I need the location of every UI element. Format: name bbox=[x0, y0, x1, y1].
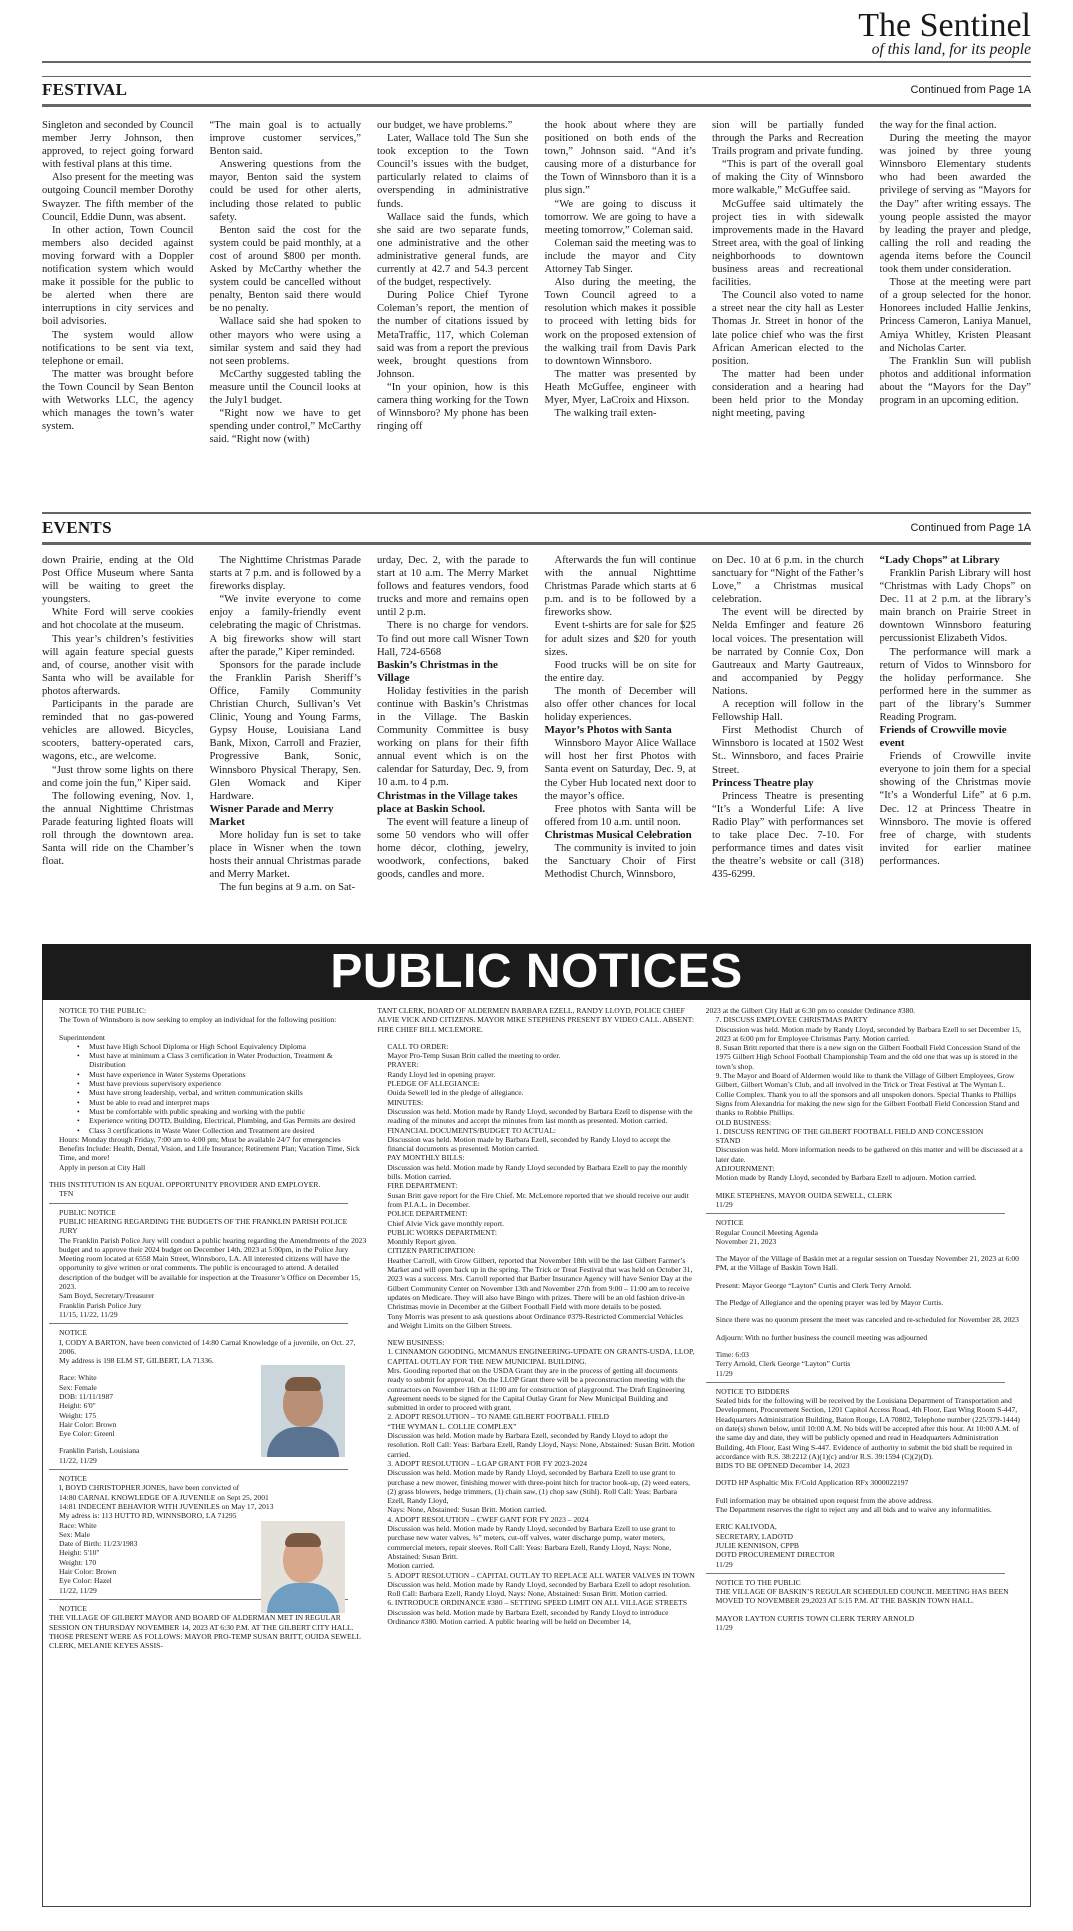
spacer bbox=[706, 1488, 1024, 1496]
article-paragraph: Also present for the meeting was outgoing Council member Dorothy Swayzer. The fifth member of the Council, Eddie Dunn, was absent. bbox=[42, 172, 194, 223]
notice-text: Time: 6:03 bbox=[715, 1349, 749, 1359]
notice-text: FINANCIAL DOCUMENTS/BUDGET TO ACTUAL: bbox=[387, 1125, 557, 1135]
notice-text: Apply in person at City Hall bbox=[59, 1162, 146, 1172]
notice-text: PAY MONTHLY BILLS: bbox=[387, 1153, 465, 1163]
festival-header bbox=[42, 80, 1031, 102]
article-paragraph: “This is part of the overall goal of making the City of Winnsboro more walkable,” McGuffee said. bbox=[712, 159, 864, 197]
notice-divider bbox=[706, 1382, 1005, 1383]
spacer bbox=[706, 1325, 1024, 1333]
festival-head-rule bbox=[42, 104, 1031, 107]
spacer bbox=[706, 1514, 1024, 1522]
article-paragraph: The Nighttime Christmas Parade starts at 7 p.m. and is followed by a fireworks display. bbox=[209, 555, 361, 593]
notice-text: ADJOURNMENT: bbox=[715, 1164, 775, 1174]
article-paragraph: “Just throw some lights on there and come join the fun,” Kiper said. bbox=[42, 764, 194, 789]
notice-text: Hair Color: Brown bbox=[59, 1419, 117, 1429]
article-paragraph: During Police Chief Tyrone Coleman’s report, the mention of the number of citations issued by MetaTraffic, 117, which Coleman said was from a report the previous week, brought questions from Johnson. bbox=[377, 290, 529, 380]
article-paragraph: The community is invited to join the Sanctuary Choir of First Methodist Church, Winnsboro, bbox=[544, 842, 696, 881]
article-paragraph: Friends of Crowville invite everyone to join them for a special showing of the Christmas movie “It’s a Wonderful Life” at 6 p.m. Dec. 12 at Princess Theatre in Winnsboro. The movie is offered free of charge, with students invited for earlier matinee performances. bbox=[879, 751, 1031, 867]
requirement-item: • Must be comfortable with public speaking and working with the public bbox=[49, 1107, 367, 1116]
festival-column bbox=[880, 119, 1032, 446]
requirement-item: • Must have strong leadership, verbal, and written communication skills bbox=[49, 1088, 367, 1097]
masthead-rule bbox=[42, 61, 1031, 63]
article-paragraph: The matter had been under consideration and a hearing had been held prior to the Monday night meeting, paving bbox=[712, 368, 864, 420]
notice-text: 11/29 bbox=[715, 1623, 733, 1633]
notice-text: THIS INSTITUTION IS AN EQUAL OPPORTUNITY PROVIDER AND EMPLOYER. bbox=[49, 1180, 321, 1190]
events-column bbox=[712, 554, 864, 894]
article-paragraph: Benton said the cost for the system could be paid monthly, at a cost of around $800 per month. Asked by McCarthy whether the system could be cancelled without penalty, Benton said there would be no penalty. bbox=[209, 224, 361, 315]
notice-text: PRAYER: bbox=[387, 1060, 419, 1070]
notice-text: NEW BUSINESS: bbox=[387, 1338, 445, 1348]
notice-text: DOTD HP Asphaltic Mix F/Cold Application RFx 3000022197 bbox=[715, 1478, 909, 1488]
events-column bbox=[377, 554, 529, 894]
notice-text: BIDS TO BE OPENED December 14, 2023 bbox=[715, 1461, 850, 1471]
notice-text: Hours: Monday through Friday, 7:00 am to 4:00 pm; Must be available 24/7 for emergencies bbox=[59, 1134, 341, 1144]
article-paragraph: During the meeting the mayor was joined by three young Winnsboro Elementary students who had been awarded the privilege of serving as “Mayors for the Day” after writing essays. The young people assisted the mayor by leading the prayer and pledge, calling the roll and reading the agenda items before the Council took them under consideration. bbox=[879, 133, 1031, 276]
article-paragraph: urday, Dec. 2, with the parade to start at 10 a.m. The Merry Market follows and features vendors, food trucks and more and remains open until 2 p.m. bbox=[377, 555, 529, 619]
spacer bbox=[706, 1606, 1024, 1614]
festival-column bbox=[210, 119, 362, 446]
notice-text: Monthly Report given. bbox=[387, 1237, 457, 1247]
article-paragraph: The walking trail exten- bbox=[554, 408, 657, 420]
notice-text: THE VILLAGE OF BASKIN’S REGULAR SCHEDULED COUNCIL MEETING HAS BEEN MOVED TO NOVEMBER 29,2023 AT 5:15 P.M. AT THE BASKIN TOWN HALL. bbox=[715, 1587, 1009, 1606]
continued-label: Continued from Page 1A bbox=[910, 84, 1031, 96]
notice-text: Discussion was held. More information needs to be gathered on this matter and will be discussed at a later date. bbox=[715, 1145, 1023, 1164]
requirement-item: • Must have at minimum a Class 3 certification in Water Production, Treatment & Distribution bbox=[49, 1051, 367, 1070]
article-paragraph: The fun begins at 9 a.m. on Sat- bbox=[219, 882, 356, 894]
article-paragraph: Event t-shirts are for sale for $25 for adult sizes and $20 for youth sizes. bbox=[544, 620, 696, 658]
spacer bbox=[49, 1025, 367, 1033]
spacer bbox=[706, 1290, 1024, 1298]
events-column bbox=[210, 554, 362, 894]
article-paragraph: The Council also voted to name a street near the city hall as Lester Thomas Jr. Street in honor of the late police chief who was the first African American elected to the position. bbox=[712, 290, 864, 367]
spacer bbox=[706, 1246, 1024, 1254]
notice-text: NOTICE TO BIDDERS bbox=[715, 1386, 790, 1396]
article-paragraph: down Prairie, ending at the Old Post Office Museum where Santa will be waiting to greet the youngsters. bbox=[42, 555, 194, 606]
events-column bbox=[42, 554, 194, 894]
notice-text: DOB: 11/11/1987 bbox=[59, 1391, 114, 1401]
notice-text: 11/29 bbox=[715, 1559, 733, 1569]
notice-text: 1. CINNAMON GOODING, MCMANUS ENGINEERING-UPDATE ON GRANTS-USDA, LLOP, CAPITAL OUTLAY FOR THE NEW MUNICIPAL BUILDING. bbox=[387, 1347, 695, 1366]
notice-divider bbox=[49, 1469, 348, 1470]
events-top-rule bbox=[42, 512, 1031, 514]
article-paragraph: the hook about where they are positioned on both ends of the town,” Johnson said. “And it’s causing more of a disturbance for the Town of Winnsboro than it is a plus sign.” bbox=[544, 120, 696, 197]
notice-text: Roll Call: Barbara Ezell, Randy Lloyd, Nays: None, Abstained: Susan Britt. Motion carried. bbox=[387, 1589, 668, 1599]
notice-text: Tony Morris was present to ask questions about Ordinance #379-Restricted Commercial Vehicles and Weight Limits on the Gilbert Streets. bbox=[387, 1311, 683, 1330]
article-paragraph: Coleman said the meeting was to include the mayor and City Attorney Tab Singer. bbox=[544, 237, 696, 276]
article-paragraph: Winnsboro Mayor Alice Wallace will host her first Photos with Santa event on Saturday, Dec. 9, at the Cyber Hub located next door to the mayor’s office. bbox=[544, 738, 696, 802]
notice-text: Eye Color: Hazel bbox=[59, 1576, 112, 1586]
notice-text: 11/29 bbox=[715, 1368, 733, 1378]
requirement-item: • Must be able to read and interpret maps bbox=[49, 1098, 367, 1107]
article-paragraph: More holiday fun is set to take place in Wisner when the town hosts their annual Christmas parade and Merry Market. bbox=[209, 829, 361, 881]
notice-text: The Town of Winnsboro is now seeking to employ an individual for the following position: bbox=[59, 1015, 337, 1025]
event-subhead: Mayor’s Photos with Santa bbox=[544, 724, 672, 737]
notice-text: MAYOR LAYTON CURTIS TOWN CLERK TERRY ARNOLD bbox=[715, 1613, 915, 1623]
article-paragraph: The matter was brought before the Town Council by Sean Benton with Wetworks LLC, the agency which manages the town’s water system. bbox=[42, 368, 194, 433]
notice-text: Race: White bbox=[59, 1520, 97, 1530]
notice-text: 6. INTRODUCE ORDINANCE #380 – SETTING SPEED LIMIT ON ALL VILLAGE STREETS bbox=[387, 1598, 688, 1608]
notice-text: Hair Color: Brown bbox=[59, 1567, 117, 1577]
notice-text: Discussion was held. Motion made by Randy Lloyd seconded by Barbara Ezell to pay the monthly bills. Motion carried. bbox=[387, 1162, 688, 1182]
notice-divider bbox=[49, 1203, 348, 1204]
notice-text: 11/22, 11/29 bbox=[59, 1585, 97, 1595]
event-subhead: Baskin’s Christmas in the Village bbox=[377, 658, 498, 684]
notice-text: Randy Lloyd led in opening prayer. bbox=[387, 1069, 496, 1079]
article-paragraph: The performance will mark a return of Vidos to Winnsboro for the holiday performance. She performed here in the summer as part of the library’s Summer Reading Program. bbox=[879, 646, 1031, 724]
notice-text: Height: 5'10" bbox=[59, 1548, 100, 1558]
notice-text: NOTICE TO THE PUBLIC: bbox=[59, 1006, 147, 1015]
notices-column-2 bbox=[377, 1006, 695, 1906]
spacer bbox=[706, 1470, 1024, 1478]
notice-text: Discussion was held. Motion made by Barbara Ezell, seconded by Randy Lloyd to introduce bbox=[387, 1607, 669, 1617]
spacer bbox=[49, 1172, 367, 1180]
notice-text: PUBLIC NOTICE bbox=[59, 1207, 116, 1217]
article-paragraph: “Right now we have to get spending under control,” McCarthy said. “Right now (with) bbox=[209, 408, 361, 446]
article-paragraph: Princess Theatre is presenting “It’s a Wonderful Life: A live Radio Play” with performances set to take place Dec. 7-10. For performance times and dates visit the theatre’s website or call (318) 435-6299. bbox=[712, 790, 864, 881]
public-notices-box bbox=[42, 1000, 1031, 1907]
newspaper-tagline: of this land, for its people bbox=[871, 41, 1031, 58]
article-paragraph: A reception will follow in the Fellowship Hall. bbox=[712, 699, 864, 724]
requirement-item: • Experience writing DOTD, Building, Electrical, Plumbing, and Gas Permits are desired bbox=[49, 1116, 367, 1125]
festival-column bbox=[377, 119, 529, 446]
notice-text: NOTICE TO THE PUBLIC bbox=[715, 1577, 801, 1587]
article-paragraph: “We invite everyone to come enjoy a family-friendly event celebrating the magic of Christmas. A big fireworks show will start after the parade,” Kiper reminded. bbox=[209, 594, 361, 658]
spacer bbox=[377, 1034, 695, 1042]
notice-text: CITIZEN PARTICIPATION: bbox=[387, 1246, 476, 1256]
notice-text: ERIC KALIVODA, bbox=[715, 1522, 777, 1532]
festival-column bbox=[712, 119, 864, 446]
notice-text: Terry Arnold, Clerk George “Layton” Curtis bbox=[715, 1359, 851, 1369]
events-article bbox=[42, 554, 1031, 894]
article-paragraph: “The main goal is to actually improve customer services,” Benton said. bbox=[209, 120, 361, 158]
article-paragraph: McGuffee said ultimately the project ties in with sidewalk improvements made in the Havard Street area, with the goal of linking neighborhoods to downtown business areas and recreational facilities. bbox=[712, 198, 864, 289]
article-paragraph: McCarthy suggested tabling the measure until the Council looks at the July1 budget. bbox=[209, 368, 361, 406]
continued-label: Continued from Page 1A bbox=[910, 522, 1031, 534]
notice-divider bbox=[706, 1213, 1005, 1214]
notice-text: Discussion was held. Motion made by Barbara Ezell, seconded by Randy Lloyd to adopt the resolution. Roll Call: Yeas: Barbara Ezell, Randy Lloyd, Nays: None, Abstained: Susan Britt. Motion carried. bbox=[387, 1431, 695, 1459]
notice-text: 2. ADOPT RESOLUTION – TO NAME GILBERT FOOTBALL FIELD bbox=[387, 1412, 609, 1422]
article-paragraph: Afterwards the fun will continue with the annual Nighttime Christmas Parade which starts at 6 p.m. and is to be followed by a fireworks show. bbox=[544, 555, 696, 619]
notice-text: TFN bbox=[59, 1189, 74, 1199]
notice-text: The Franklin Parish Police Jury will conduct a public hearing regarding the Amendments of the 2023 budget and to approve their 2024 budget on December 14th, 2023 at 5:00pm, in the Police Jury Meeting room located at 6558 Main Street, Winnsboro, LA. All interested citizens will have the opportunity to give written or oral comments. The public is encouraged to attend. A detailed description of the budget will be available for inspection at the Treasurer’s Office on December 15, 2023. bbox=[59, 1235, 367, 1292]
notice-text: Sam Boyd, Secretary/Treasurer bbox=[59, 1291, 155, 1301]
spacer bbox=[706, 1307, 1024, 1315]
notice-text: POLICE DEPARTMENT: bbox=[387, 1209, 468, 1219]
notices-column-1 bbox=[49, 1006, 367, 1906]
notice-text: JULIE KENNISON, CPPB bbox=[715, 1540, 799, 1550]
notice-text: Discussion was held. Motion made by Randy Lloyd, seconded by Barbara Ezell to adopt resolution. bbox=[387, 1579, 691, 1589]
notice-text: Franklin Parish, Louisiana bbox=[59, 1446, 140, 1456]
article-paragraph: Free photos with Santa will be offered from 10 a.m. until noon. bbox=[544, 803, 696, 828]
notice-text: Discussion was held. Motion made by Randy Lloyd, seconded by Barbara Ezell to set December 15, 2023 at 6:00 pm for Employee Christmas Party. Motion carried. bbox=[715, 1024, 1022, 1043]
article-paragraph: The system would allow notifications to be sent via text, telephone or email. bbox=[42, 329, 194, 367]
notice-text: 2023 at the Gilbert City Hall at 6:30 pm to consider Ordinance #380. bbox=[705, 1006, 916, 1015]
spacer bbox=[706, 1273, 1024, 1281]
festival-column bbox=[545, 119, 697, 446]
notice-text: Ouida Sewell led in the pledge of allegiance. bbox=[387, 1088, 524, 1098]
notice-text: Full information may be obtained upon request from the above address. bbox=[715, 1495, 934, 1505]
events-column bbox=[880, 554, 1032, 894]
event-subhead: Friends of Crowville movie event bbox=[879, 724, 1007, 750]
festival-article bbox=[42, 119, 1031, 446]
mugshot-photo bbox=[261, 1521, 345, 1613]
article-paragraph: Singleton and seconded by Council member Jerry Johnson, then approved, to reject going forward with festival plans at this time. bbox=[42, 120, 194, 171]
notice-text: DOTD PROCUREMENT DIRECTOR bbox=[715, 1550, 835, 1560]
notice-text: 11/29 bbox=[715, 1199, 733, 1209]
requirement-item: • Must have experience in Water Systems Operations bbox=[49, 1070, 367, 1079]
event-subhead: Christmas Musical Celebration bbox=[544, 828, 692, 841]
festival-column bbox=[42, 119, 194, 446]
notice-text: Discussion was held. Motion made by Randy Lloyd, seconded by Barbara Ezell to dispense with the reading of the minutes and accept the minutes from last month as presented. Motion carried. bbox=[387, 1106, 693, 1126]
notice-text: Sex: Male bbox=[59, 1529, 91, 1539]
notice-text: SECRETARY, LADOTD bbox=[715, 1531, 793, 1541]
article-paragraph: “We are going to discuss it tomorrow. We are going to have a meeting tomorrow,” Coleman said. bbox=[544, 198, 696, 236]
notice-text: CALL TO ORDER: bbox=[387, 1041, 449, 1051]
section-title: FESTIVAL bbox=[42, 80, 128, 99]
section-title: EVENTS bbox=[42, 518, 112, 537]
article-paragraph: our budget, we have problems.” bbox=[377, 120, 513, 131]
notice-text: Since there was no quorum present the meet was canceled and re-scheduled for November 28, 2023 bbox=[715, 1315, 1019, 1325]
notice-text: PUBLIC WORKS DEPARTMENT: bbox=[387, 1227, 498, 1237]
notice-text: Weight: 170 bbox=[59, 1557, 97, 1567]
article-paragraph: the way for the final action. bbox=[879, 120, 997, 131]
notice-text: Motion carried. bbox=[387, 1561, 435, 1571]
article-paragraph: Answering questions from the mayor, Benton said the system could be used for other alerts, including those related to public safety. bbox=[209, 159, 361, 223]
notice-divider bbox=[706, 1573, 1005, 1574]
article-paragraph: The event will be directed by Nelda Emfinger and feature 26 local voices. The presentation will be narrated by Connie Cox, Don Gautreaux and Marty Gautreaux, and accompanied by Peggy Nations. bbox=[712, 607, 864, 697]
notice-text: Nays: None, Abstained: Susan Britt. Motion carried. bbox=[387, 1505, 547, 1515]
notice-text: 3. ADOPT RESOLUTION – LGAP GRANT FOR FY 2023-2024 bbox=[387, 1458, 588, 1468]
notice-text: Heather Carroll, with Grow Gilbert, reported that November 18th will be the last Gilbert Farmer’s Market and will open back up in the spring. The Trick or Treat Festival that was held on October 31, 2023 was a success. Mrs. Carroll reported that Barber Insurance Agency will have Senior Day at the Gilbert Community Center on November 13th and November 27th from 9:00 – 11:00 am to receive updates on Medicare. They will also have Bingo with prizes. There will be an old fashion drive-in Christmas movie in December at the Gilbert Football Field with more details to be posted. bbox=[387, 1255, 693, 1312]
article-paragraph: Later, Wallace told The Sun she took exception to the Town Council’s issues with the budget, particularly related to claims of overspending in administrative funds. bbox=[377, 133, 529, 210]
spacer bbox=[706, 1342, 1024, 1350]
notice-text: NOTICE bbox=[59, 1603, 87, 1613]
notices-column-3 bbox=[706, 1006, 1024, 1906]
notice-text: The Department reserves the right to reject any and all bids and to waive any informalities. bbox=[715, 1505, 992, 1515]
article-paragraph: Those at the meeting were part of a group selected for the honor. Honorees included Hallie Jenkins, Princess Cameron, Laniya Manuel, Amiya Whitley, Kristen Pleasant and Nicholas Carter. bbox=[879, 277, 1031, 354]
notice-text: 14:81 INDECENT BEHAVIOR WITH JUVENILES on May 17, 2013 bbox=[59, 1501, 274, 1511]
notice-text: Mayor Pro-Temp Susan Britt called the meeting to order. bbox=[387, 1051, 561, 1061]
article-paragraph: The month of December will also offer other chances for local holiday experiences. bbox=[544, 685, 696, 724]
notice-text: Discussion was held. Motion made by Randy Lloyd, seconded by Barbara Ezell to use grant to purchase new water valves, ¾” meters, cut-off valves, water discharge pump, water meters, commercial meters, repair sleeves. Roll Call: Yeas: Barbara Ezell, Randy Lloyd, Nays: None, Abstained: Susan Britt. bbox=[387, 1524, 676, 1561]
article-paragraph: Wallace said she had spoken to other mayors who were using a similar system and said they had not seen problems. bbox=[209, 316, 361, 367]
notice-text: 1. DISCUSS RENTING OF THE GILBERT FOOTBALL FIELD AND CONCESSION bbox=[715, 1126, 984, 1136]
notice-text: 14:80 CARNAL KNOWLEDGE OF A JUVENILE on Sept 25, 2001 bbox=[59, 1492, 269, 1502]
events-column bbox=[545, 554, 697, 894]
article-paragraph: Holiday festivities in the parish continue with Baskin’s Christmas in the Village. The Baskin Community Committee is busy working on plans for their fifth annual event which is on the calendar for Saturday, Dec. 9, from 10 a.m. to 4 p.m. bbox=[377, 685, 529, 789]
article-paragraph: First Methodist Church of Winnsboro is located at 1502 West St.. Winnsboro, and faces Prairie Street. bbox=[712, 725, 864, 776]
newspaper-name: The Sentinel bbox=[858, 7, 1031, 44]
notice-text: NOTICE bbox=[59, 1328, 87, 1338]
notice-text: 9. The Mayor and Board of Aldermen would like to thank the Village of Gilbert Employees, Grow Gilbert, Gilbert Woman’s Club, and all involved in the Trick or Treat Festival at The Wyman L. Collie Complex. Thank you to all the sponsors and all unspoken donors. Special Thanks to Phillips Signs from Alexandria for making the new sign for the Gilbert Football Field Concession Stand and thanks to Robbie Phillips. bbox=[715, 1071, 1020, 1118]
article-paragraph: The matter was presented by Heath McGuffee, engineer with Myer, Myer, LaCroix and Hixson. bbox=[544, 368, 696, 406]
article-paragraph: Franklin Parish Library will host “Christmas with Lady Chops” on Dec. 11 at 2 p.m. at the library’s main branch on Prairie Street in downtown Winnsboro featuring percussionist Elizabeth Vidos. bbox=[879, 568, 1031, 645]
festival-top-rule bbox=[42, 76, 1031, 77]
notice-text: Motion made by Randy Lloyd, seconded by Barbara Ezell to adjourn. Motion carried. bbox=[715, 1173, 977, 1183]
requirement-item: • Must have High School Diploma or High School Equivalency Diploma bbox=[49, 1042, 367, 1051]
notice-text: THE VILLAGE OF GILBERT MAYOR AND BOARD OF ALDERMAN MET IN REGULAR SESSION ON THURSDAY NOVEMBER 14, 2023 AT 6:30 P.M. AT THE GILBERT CITY HALL. THOSE PRESENT WERE AS FOLLOWS: MAYOR PRO-TEMP SUSAN BRITT, OUIDA SEWELL CLERK, MELANIE KEYES ASSIS- bbox=[49, 1613, 361, 1651]
notice-text: MIKE STEPHENS, MAYOR OUIDA SEWELL, CLERK bbox=[715, 1190, 893, 1200]
notice-text: I, BOYD CHRISTOPHER JONES, have been convicted of bbox=[59, 1483, 240, 1493]
notice-text: Weight: 175 bbox=[59, 1410, 97, 1420]
notice-text: Benefits Include: Health, Dental, Vision, and Life Insurance; Retirement Plan; Vacation Time, Sick Time, and more! bbox=[59, 1144, 360, 1163]
notice-text: PUBLIC HEARING REGARDING THE BUDGETS OF THE FRANKLIN PARISH POLICE JURY bbox=[59, 1216, 348, 1236]
notice-text: The Pledge of Allegiance and the opening prayer was led by Mayor Curtis. bbox=[715, 1298, 944, 1308]
notice-text: Present: Mayor George “Layton” Curtis and Clerk Terry Arnold. bbox=[715, 1280, 912, 1290]
notice-text: I, CODY A BARTON, have been convicted of 14:80 Carnal Knowledge of a juvenile, on Oct. 27, 2006. bbox=[59, 1337, 356, 1356]
article-paragraph: The following evening, Nov. 1, the annual Nighttime Christmas Parade featuring lighted floats will roll through the downtown area. Santa will ride on the Chamber’s float. bbox=[42, 790, 194, 868]
notice-text: My address is 198 ELM ST, GILBERT, LA 71336. bbox=[59, 1356, 214, 1366]
public-notices-banner: PUBLIC NOTICES bbox=[42, 944, 1031, 1000]
notice-text: My adress is: 113 HUTTO RD, WINNSBORO, LA 71295 bbox=[59, 1511, 237, 1521]
spacer bbox=[706, 1183, 1024, 1191]
notice-text: OLD BUSINESS: bbox=[715, 1117, 772, 1127]
notice-text: MINUTES: bbox=[387, 1097, 424, 1107]
mugshot-photo bbox=[261, 1365, 345, 1457]
notice-text: TANT CLERK, BOARD OF ALDERMEN BARBARA EZELL, RANDY LLOYD, POLICE CHIEF ALVIE VICK AND CITIZENS. MAYOR MIKE STEPHENS PRESENT BY VIDEO CALL. ABSENT: FIRE CHIEF BILL MCLEMORE. bbox=[377, 1006, 695, 1034]
article-paragraph: White Ford will serve cookies and hot chocolate at the museum. bbox=[42, 607, 194, 632]
notice-text: Date of Birth: 11/23/1983 bbox=[59, 1539, 138, 1549]
requirement-item: • Must have previous supervisory experience bbox=[49, 1079, 367, 1088]
notice-text: NOTICE bbox=[715, 1218, 744, 1228]
article-paragraph: The event will feature a lineup of some 50 vendors who will offer home décor, clothing, jewelry, woodwork, confections, baked goods, candles and more. bbox=[377, 816, 529, 880]
spacer bbox=[377, 1330, 695, 1338]
notice-text: Height: 6'0" bbox=[59, 1401, 96, 1411]
article-paragraph: “In your opinion, how is this camera thing working for the Town of Winnsboro? My phone has been ringing off bbox=[377, 381, 529, 433]
notice-divider bbox=[49, 1323, 348, 1324]
notice-text: 11/22, 11/29 bbox=[59, 1455, 97, 1465]
notice-text: 5. ADOPT RESOLUTION – CAPITAL OUTLAY TO REPLACE ALL WATER VALVES IN TOWN bbox=[387, 1570, 695, 1580]
events-head-rule bbox=[42, 542, 1031, 545]
notice-text: Eye Color: Greenl bbox=[59, 1429, 115, 1439]
notice-text: Sealed bids for the following will be received by the Louisiana Department of Transportation and Development, Procurement Section, 1201 Capitol Access Road, 4th Floor, East Wing Room S-447, Headquarters Administration Building, Baton Rouge, LA 70802, Telephone number (225/379-1444) on date(s) shown below, until 10:00 A.M. No bids will be accepted after this hour. At 10:00 A.M. of the same day and date, they will be publicly opened and read in Headquarters Administration Building, 4th Floor, East Wing S-447. Evidence of authority to submit the bid shall be required in accordance with R.S. 38:2212 (A)(1)(c) and/or R.S. 39:1594 (C)(2)(D). bbox=[715, 1396, 1020, 1461]
article-paragraph: on Dec. 10 at 6 p.m. in the church sanctuary for “Night of the Father’s Love,” a Christmas musical celebration. bbox=[712, 555, 864, 606]
notice-text: The Mayor of the Village of Baskin met at a regular session on Tuesday November 21, 2023 at 6:00 PM, at the Village of Baskin Town Hall. bbox=[715, 1254, 1019, 1273]
notice-text: Ordinance #380. Motion carried. A public hearing will be held on December 14, bbox=[387, 1617, 631, 1626]
notice-text: 8. Susan Britt reported that there is a new sign on the Gilbert Football Field Concession Stand of the 1975 Gilbert High School Football Championship Team and the old one that was up is stored in the town’s shop. bbox=[715, 1043, 1021, 1071]
requirement-item: • Class 3 certifications in Waste Water Collection and Treatment are desired bbox=[49, 1126, 367, 1135]
notice-text: 11/15, 11/22, 11/29 bbox=[59, 1309, 118, 1319]
event-subhead: “Lady Chops” at Library bbox=[879, 554, 1000, 566]
article-paragraph: In other action, Town Council members also decided against moving forward with a Doppler notification system which would make it possible for the public to be alerted when there are interruptions in city services and boil advisories. bbox=[42, 224, 194, 328]
notice-text: Discussion was held. Motion made by Barbara Ezell, seconded by Randy Lloyd to accept the financial documents as presented. Motion carried. bbox=[387, 1134, 671, 1154]
events-header bbox=[42, 518, 1031, 540]
notice-text: Regular Council Meeting Agenda bbox=[715, 1227, 818, 1237]
event-subhead: Princess Theatre play bbox=[712, 776, 814, 789]
notice-text: “THE WYMAN L. COLLIE COMPLEX” bbox=[387, 1421, 517, 1431]
notice-text: PLEDGE OF ALLEGIANCE: bbox=[387, 1079, 480, 1089]
article-paragraph: Food trucks will be on site for the entire day. bbox=[544, 659, 696, 684]
notice-text: STAND bbox=[715, 1136, 741, 1146]
article-paragraph: Also during the meeting, the Town Council agreed to a resolution which makes it possible to proceed with letting bids for work on the proposed extension of the walking trail from Davis Park to downtown Winnsboro. bbox=[544, 277, 696, 367]
notice-text: Franklin Parish Police Jury bbox=[59, 1300, 142, 1310]
notice-text: 4. ADOPT RESOLUTION – CWEF GANT FOR FY 2023 – 2024 bbox=[387, 1514, 589, 1524]
notice-text: Adjourn: With no further business the council meeting was adjourned bbox=[715, 1332, 928, 1342]
notice-text: Susan Britt gave report for the Fire Chief. Mr. McLemore reported that we should receive our audit from P.I.A.L. in December. bbox=[387, 1190, 689, 1209]
notice-text: Superintendent bbox=[59, 1032, 105, 1042]
article-paragraph: Wallace said the funds, which she said are two separate funds, one administrative and the other administrative general funds, are currently at 42.7 and 54.3 percent of the budget, respectively. bbox=[377, 211, 529, 289]
notice-text: November 21, 2023 bbox=[715, 1236, 777, 1246]
notice-text: NOTICE bbox=[59, 1474, 87, 1484]
article-paragraph: The Franklin Sun will publish photos and additional information about the “Mayors for the Day” program in an upcoming edition. bbox=[879, 355, 1031, 406]
article-paragraph: There is no charge for vendors. To find out more call Wisner Town Hall, 724-6568 bbox=[377, 620, 529, 658]
article-paragraph: This year’s children’s festivities will again feature special guests and, of course, another visit with Santa who will be available for photos afterwards. bbox=[42, 633, 194, 697]
notice-text: 7. DISCUSS EMPLOYEE CHRISTMAS PARTY bbox=[715, 1015, 868, 1025]
notice-text: Race: White bbox=[59, 1373, 97, 1383]
event-subhead: Wisner Parade and Merry Market bbox=[209, 802, 334, 828]
notice-text: Mrs. Gooding reported that on the USDA Grant they are in the process of getting all documents ready to submit for approval. On the LLOP Grant there will be a preconstruction meeting with the contractors on November 16th at 11:00 am for construction of playground. The Draft Engineering Agreement needs to be signed for the Capital Outlay Grant for New Municipal Building and submitted in order to proceed with grant. bbox=[387, 1365, 686, 1413]
masthead bbox=[858, 8, 1031, 57]
notice-text: Sex: Female bbox=[59, 1382, 97, 1392]
notice-text: FIRE DEPARTMENT: bbox=[387, 1181, 458, 1191]
notice-text: Chief Alvie Vick gave monthly report. bbox=[387, 1218, 504, 1228]
event-subhead: Christmas in the Village takes place at Baskin School. bbox=[377, 789, 518, 815]
notice-text: Discussion was held. Motion made by Randy Lloyd, seconded by Barbara Ezell to use grant to purchase a new mower, finishing mower with three-point hitch for tractor hook-up, (2) weed eaters, (2) grass blowers, hedge trimmers, (1) chain saw, (1) chop saw (Stihl). Roll Call: Yeas: Barbara Ezell, Randy Lloyd, bbox=[387, 1468, 691, 1506]
article-paragraph: sion will be partially funded through the Parks and Recreation Trails program and private funding. bbox=[712, 120, 864, 158]
article-paragraph: Participants in the parade are reminded that no gas-powered vehicles are allowed. Bicycles, scooters, battery-operated cars, wagons, etc., are welcome. bbox=[42, 699, 194, 763]
article-paragraph: Sponsors for the parade include the Franklin Parish Sheriff’s Office, Family Community Christian Church, Sullivan’s Vet Clinic, Young and Young Farms, Gypsy House, Louisiana Land Bank, Mixon, Carroll and Frazier, Progressive Bank, Sonic, Winnsboro Physical Therapy, Sen. Glen Womack and Kiper Hardware. bbox=[209, 659, 361, 802]
